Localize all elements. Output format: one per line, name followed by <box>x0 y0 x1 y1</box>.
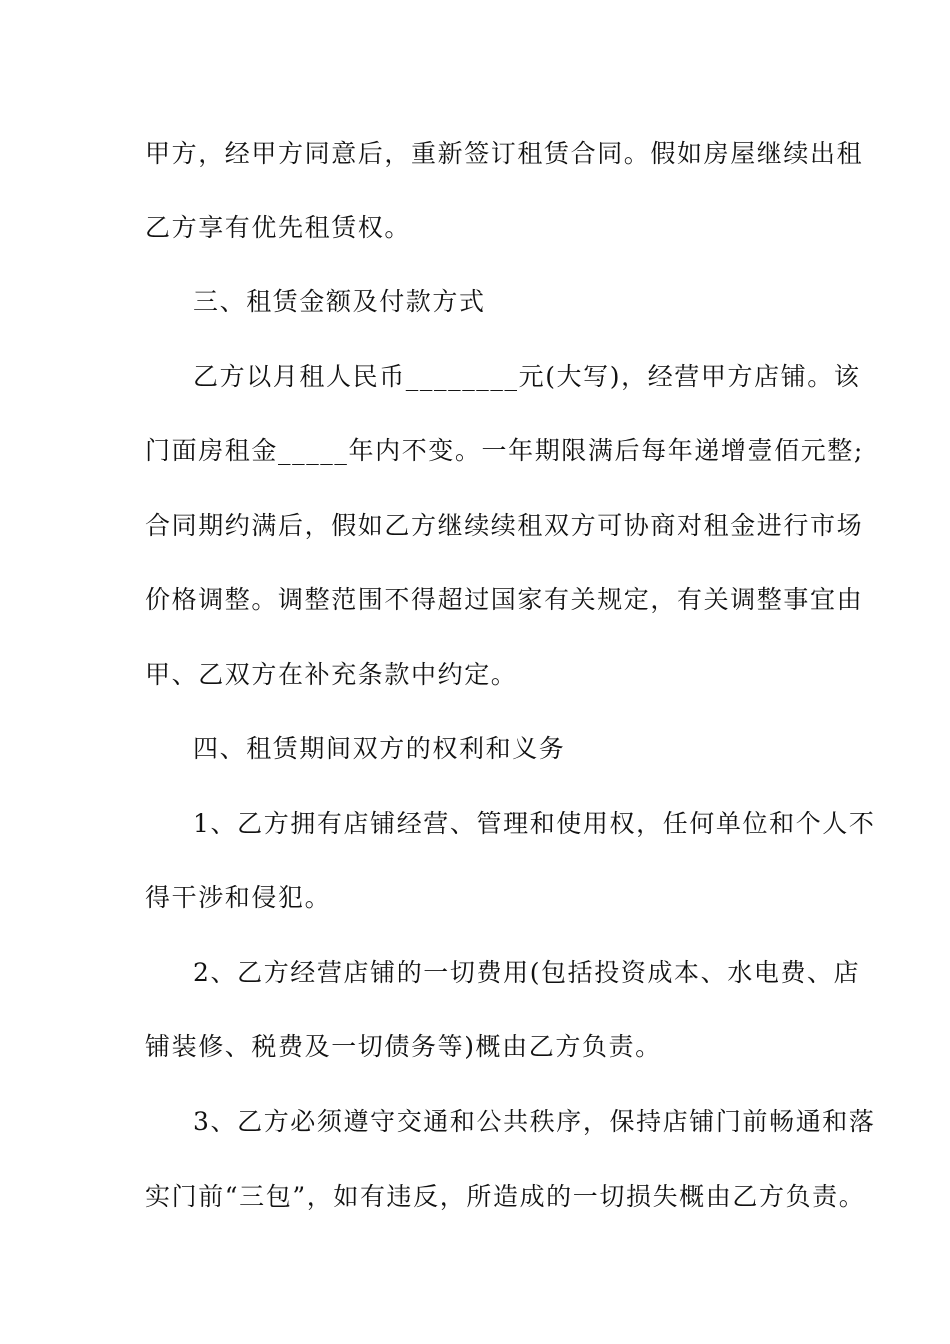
list-item-line: 3、乙方必须遵守交通和公共秩序，保持店铺门前畅通和落 <box>193 1107 876 1136</box>
list-item-line: 实门前“三包”，如有违反，所造成的一切损失概由乙方负责。 <box>145 1182 866 1211</box>
list-item-line: 得干涉和侵犯。 <box>145 883 332 912</box>
list-item-line: 2、乙方经营店铺的一切费用(包括投资成本、水电费、店 <box>193 958 861 987</box>
paragraph-line: 乙方享有优先租赁权。 <box>145 213 412 242</box>
paragraph-line: 乙方以月租人民币________元(大写)，经营甲方店铺。该 <box>193 362 861 391</box>
section-heading: 三、租赁金额及付款方式 <box>193 287 486 316</box>
paragraph-line: 价格调整。调整范围不得超过国家有关规定，有关调整事宜由 <box>145 585 864 614</box>
paragraph-line: 甲方，经甲方同意后，重新签订租赁合同。假如房屋继续出租 <box>145 139 864 168</box>
list-item-line: 铺装修、税费及一切债务等)概由乙方负责。 <box>145 1032 662 1061</box>
paragraph-line: 合同期约满后，假如乙方继续续租双方可协商对租金进行市场 <box>145 511 864 540</box>
list-item-line: 1、乙方拥有店铺经营、管理和使用权，任何单位和个人不 <box>193 809 876 838</box>
paragraph-line: 门面房租金_____年内不变。一年期限满后每年递增壹佰元整; <box>145 436 864 465</box>
paragraph-line: 甲、乙双方在补充条款中约定。 <box>145 660 518 689</box>
section-heading: 四、租赁期间双方的权利和义务 <box>193 734 566 763</box>
